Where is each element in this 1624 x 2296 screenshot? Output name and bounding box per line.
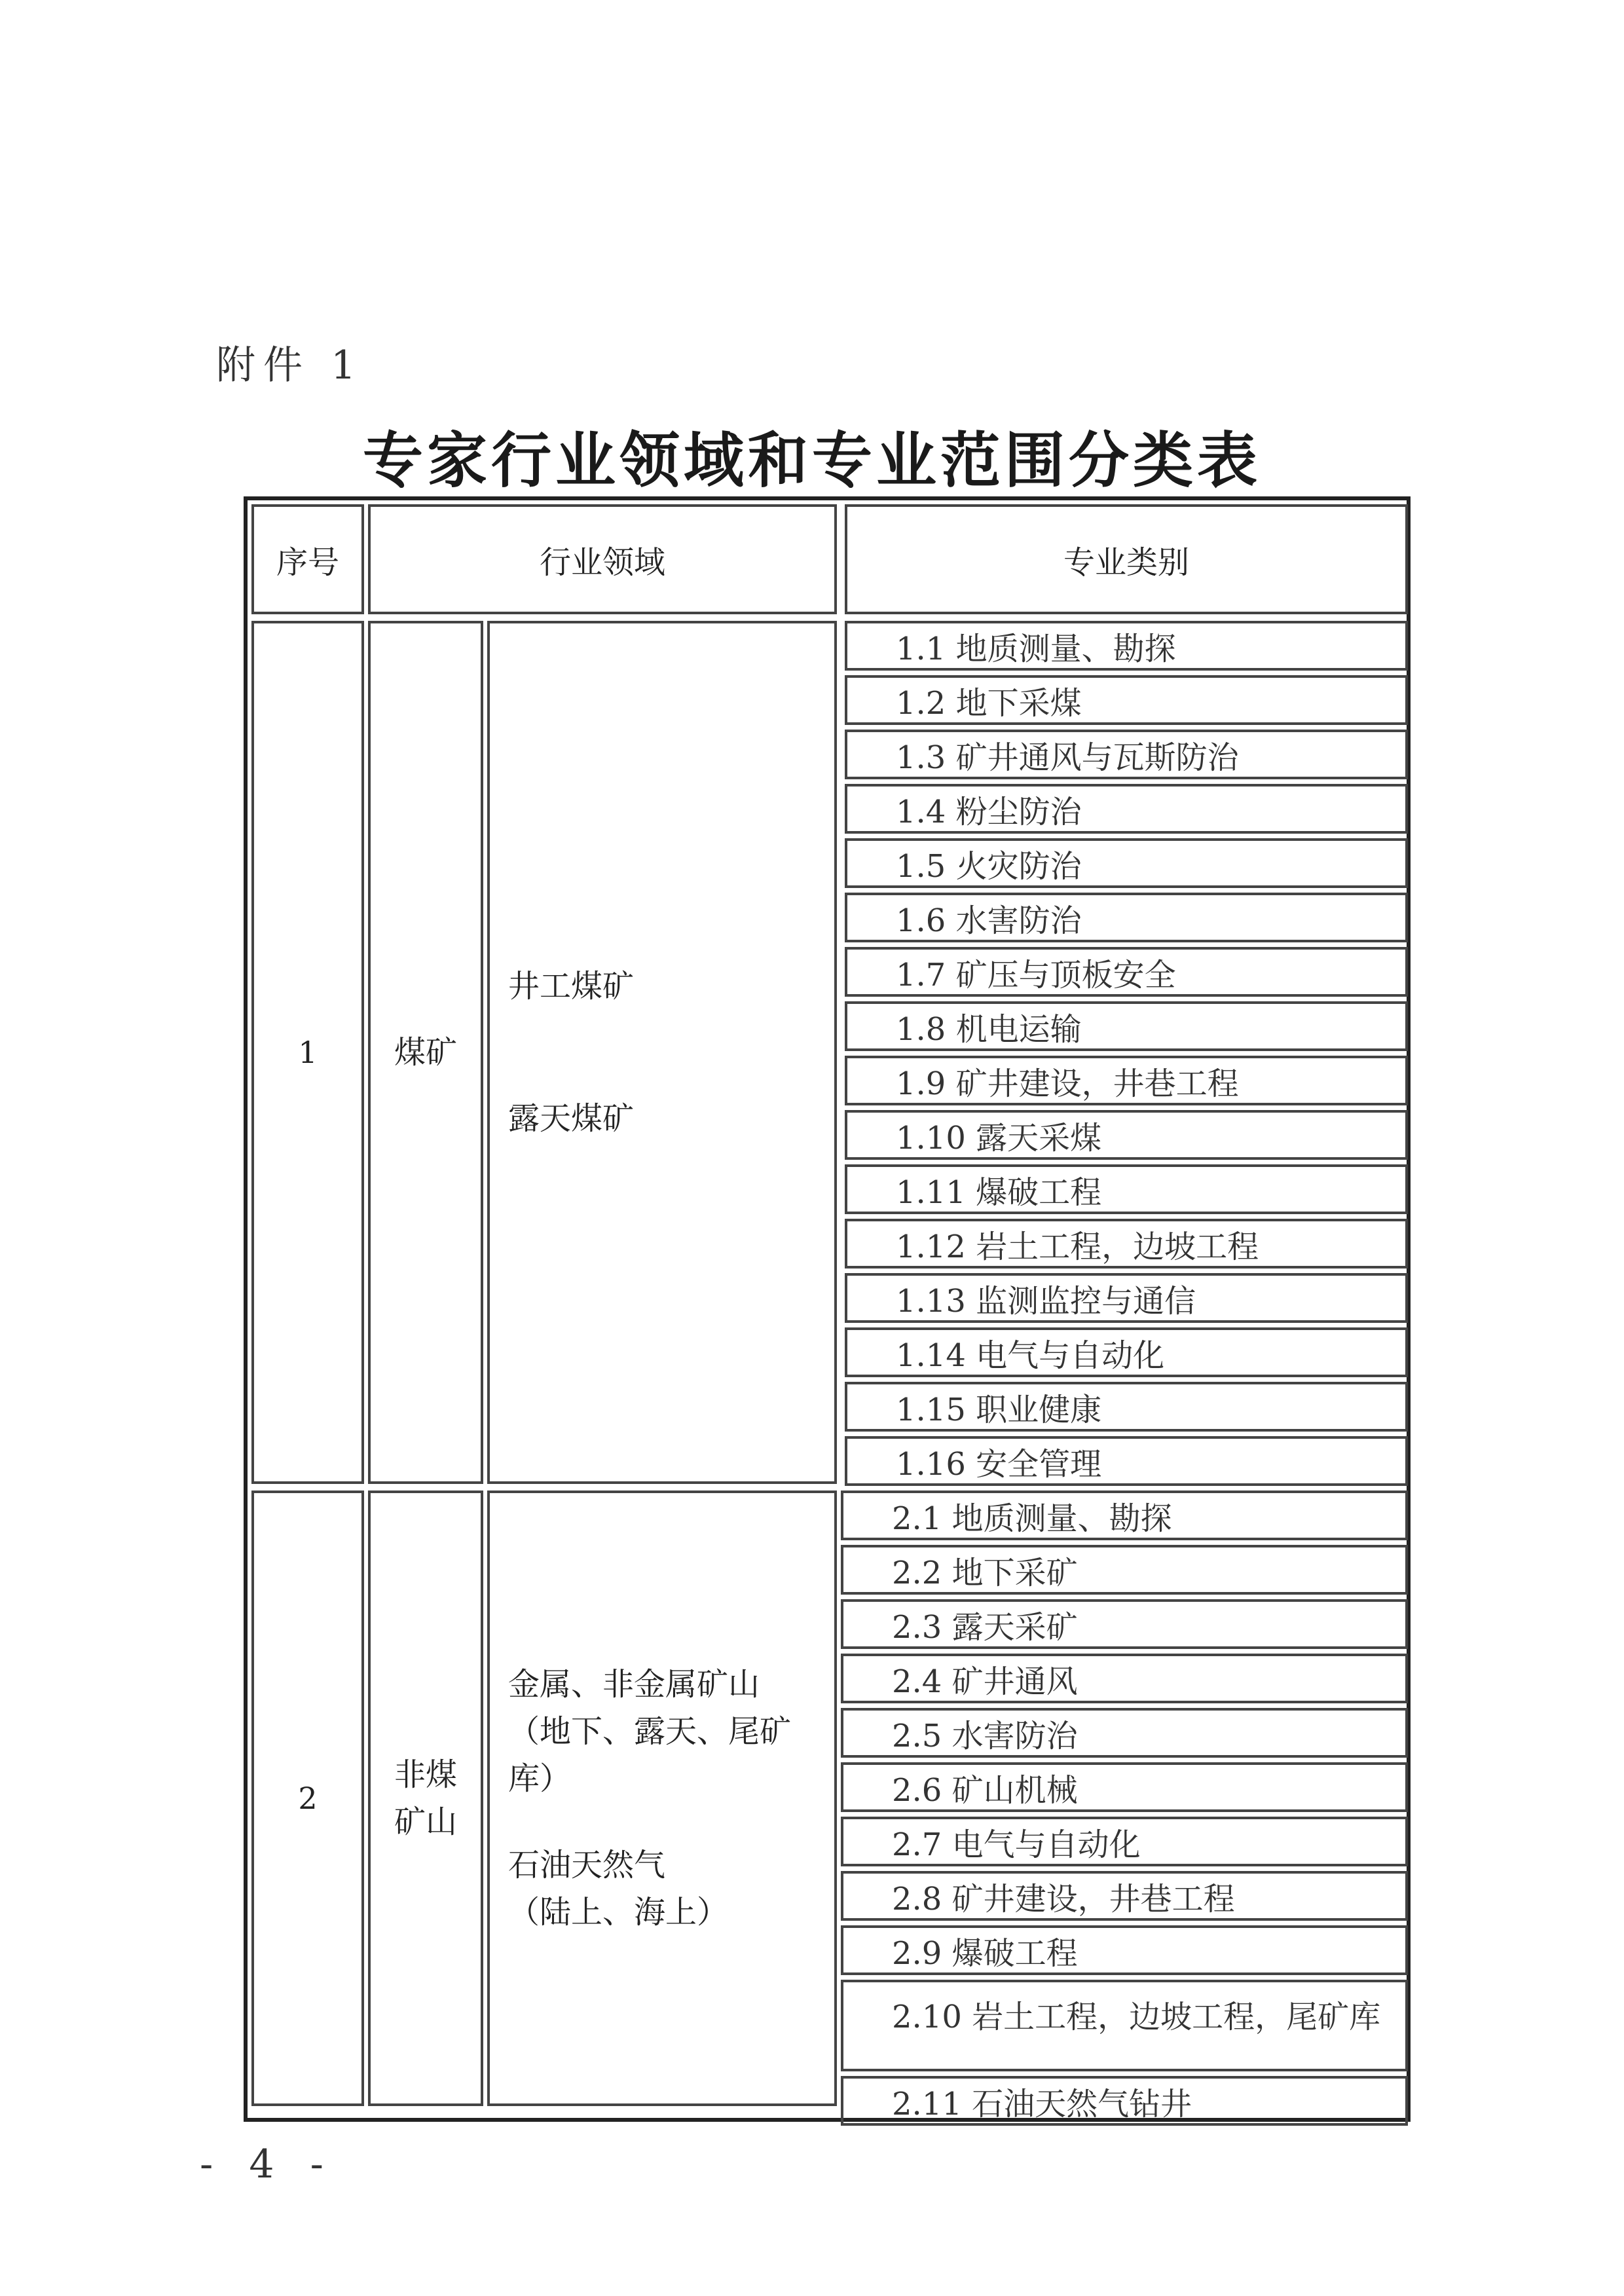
category-2-11: 2.11 石油天然气钻井 [841,2076,1408,2126]
group-1-no: 1 [251,621,364,1484]
subsector-underground-coal: 井工煤矿 [508,968,635,1005]
document-title: 专家行业领域和专业范围分类表 [362,426,1261,496]
subsector-oil-gas: 石油天然气 [508,1847,666,1883]
category-1-13: 1.13 监测监控与通信 [845,1273,1408,1323]
group-2-sector-line-2: 矿山 [394,1804,457,1840]
category-1-3: 1.3 矿井通风与瓦斯防治 [845,730,1408,779]
header-category: 专业类别 [845,504,1408,614]
category-1-12: 1.12 岩土工程，边坡工程 [845,1219,1408,1268]
category-1-6: 1.6 水害防治 [845,893,1408,942]
category-1-4: 1.4 粉尘防治 [845,784,1408,834]
category-1-10: 1.10 露天采煤 [845,1110,1408,1160]
category-2-5: 2.5 水害防治 [841,1708,1408,1758]
category-2-1: 2.1 地质测量、勘探 [841,1491,1408,1540]
category-2-8: 2.8 矿井建设，井巷工程 [841,1871,1408,1921]
category-2-3: 2.3 露天采矿 [841,1599,1408,1649]
subsector-metal-nonmetal-mines: 金属、非金属矿山 [508,1666,760,1703]
header-sector: 行业领域 [368,504,837,614]
subsector-metal-nonmetal-detail: （地下、露天、尾矿库） [508,1713,792,1797]
subsector-oil-gas-detail: （陆上、海上） [508,1894,729,1931]
category-2-4: 2.4 矿井通风 [841,1654,1408,1703]
page-number: - 4 - [200,2141,335,2187]
category-1-1: 1.1 地质测量、勘探 [845,621,1408,671]
category-1-11: 1.11 爆破工程 [845,1164,1408,1214]
category-2-6: 2.6 矿山机械 [841,1762,1408,1812]
group-1-subsectors [487,621,837,1484]
category-2-9: 2.9 爆破工程 [841,1925,1408,1975]
attachment-label: 附件 1 [216,343,364,388]
group-2-subsectors [487,1491,837,2106]
category-1-5: 1.5 火灾防治 [845,838,1408,888]
group-2-sector-line-1: 非煤 [394,1756,457,1793]
group-1-sector: 煤矿 [368,621,483,1484]
category-1-9: 1.9 矿井建设，井巷工程 [845,1056,1408,1105]
category-1-15: 1.15 职业健康 [845,1382,1408,1432]
category-1-14: 1.14 电气与自动化 [845,1327,1408,1377]
category-1-8: 1.8 机电运输 [845,1001,1408,1051]
category-1-16: 1.16 安全管理 [845,1436,1408,1486]
category-2-10: 2.10 岩土工程，边坡工程，尾矿库 [841,1980,1408,2071]
category-1-2: 1.2 地下采煤 [845,675,1408,725]
category-2-7: 2.7 电气与自动化 [841,1817,1408,1866]
category-2-2: 2.2 地下采矿 [841,1545,1408,1595]
group-2-sector [368,1491,483,2106]
category-1-7: 1.7 矿压与顶板安全 [845,947,1408,997]
subsector-open-pit-coal: 露天煤矿 [508,1100,635,1137]
group-2-no: 2 [251,1491,364,2106]
header-no: 序号 [251,504,364,614]
